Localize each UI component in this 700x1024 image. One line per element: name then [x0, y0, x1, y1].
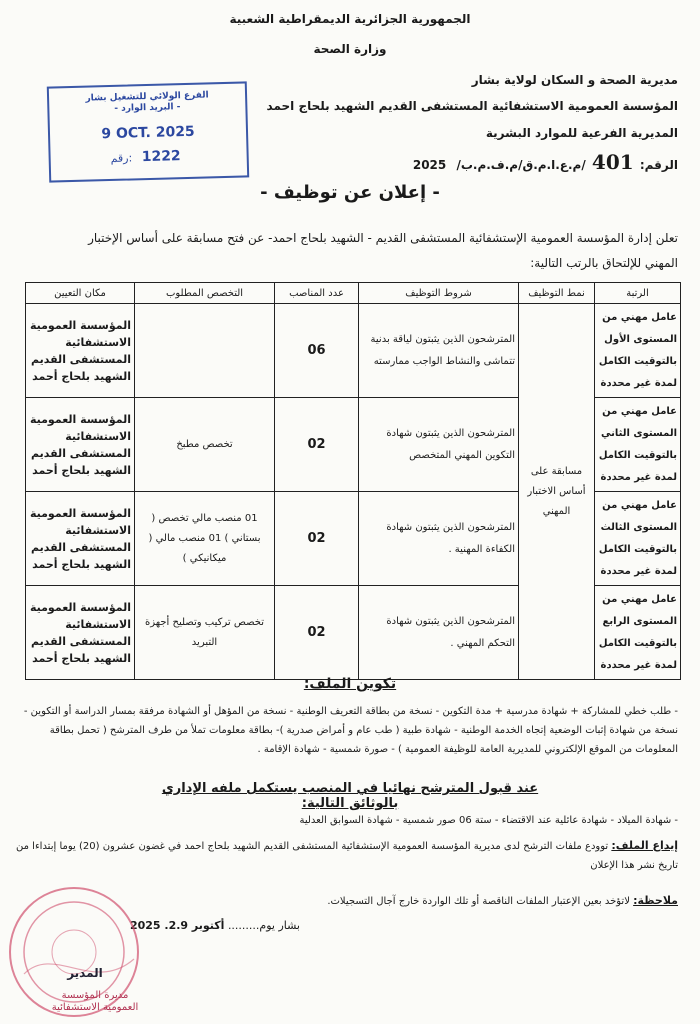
note-text: لاتؤخد بعين الإعتبار الملفات الناقصة أو تلك الواردة خارج آجال التسجيلات.	[327, 896, 630, 907]
specialty-cell: تخصص مطبخ	[135, 398, 275, 492]
header-specialty: التخصص المطلوب	[135, 283, 275, 304]
stamp-date: 9 OCT. 2025	[101, 123, 195, 143]
count-cell: 02	[275, 398, 359, 492]
sub-directorate-line: المديرية الفرعية للموارد البشرية	[485, 126, 678, 140]
intro-line-1: تعلن إدارة المؤسسة العمومية الإستشفائية المستشفى القديم - الشهيد بلحاج احمد- عن فتح مسابقة على أساس الإختبار	[88, 231, 678, 245]
table-header-row	[26, 283, 681, 304]
signature-date-line	[120, 919, 300, 932]
place-cell: المؤسسة العمومية الاستشفائية المستشفى القديم الشهيد بلحاج أحمد	[26, 492, 135, 586]
republic-heading: الجمهورية الجزائرية الديمقراطية الشعبية	[229, 12, 471, 26]
note-label: ملاحظة:	[633, 894, 678, 907]
directorate-line: مديرية الصحة و السكان لولاية بشار	[471, 73, 678, 87]
rank-cell: عامل مهني من المستوى الرابع بالتوقيت الكامل لمدة غير محددة	[595, 586, 681, 680]
ministry-heading: وزارة الصحة	[313, 42, 387, 56]
final-documents-text: - شهادة الميلاد - شهادة عائلية عند الاقتضاء - ستة 06 صور شمسية - شهادة السوابق العدلية	[299, 815, 678, 826]
place-cell: المؤسسة العمومية الاستشفائية المستشفى القديم الشهيد بلحاج أحمد	[26, 586, 135, 680]
institution-line: المؤسسة العمومية الاستشفائية المستشفى القديم الشهيد بلحاج احمد	[266, 99, 678, 113]
conditions-cell: المترشحون الذين يثبتون شهادة التكوين المهني المتخصص	[359, 398, 519, 492]
count-cell: 02	[275, 492, 359, 586]
received-mail-stamp	[47, 81, 249, 182]
specialty-cell: 01 منصب مالي تخصص ( بستاني ) 01 منصب مالي ( ميكانيكي )	[135, 492, 275, 586]
signature-place: بشار يوم.........	[227, 919, 300, 932]
conditions-cell: المترشحون الذين يثبتون لياقة بدنية تتماشى والنشاط الواجب ممارسته	[359, 304, 519, 398]
stamp-line-2: - البريد الوارد -	[114, 102, 181, 114]
reference-year: 2025	[412, 158, 447, 172]
specialty-cell	[135, 304, 275, 398]
stamp-line-1: الفرع الولائي للتشغيل بشار	[85, 90, 209, 104]
header-mode: نمط التوظيف	[519, 283, 595, 304]
header-rank: الرتبة	[595, 283, 681, 304]
signer-label: المدير	[67, 966, 103, 980]
header-conditions: شروط التوظيف	[359, 283, 519, 304]
stamp-number: 1222	[141, 148, 181, 166]
table-row	[26, 304, 681, 398]
rank-cell: عامل مهني من المستوى الثالث بالتوقيت الكامل لمدة غير محددة	[595, 492, 681, 586]
conditions-cell: المترشحون الذين يثبتون شهادة التحكم المهني .	[359, 586, 519, 680]
file-heading: تكوين الملف:	[303, 676, 397, 692]
signature-date: 2025 .أكتوبر 2.9	[129, 919, 225, 932]
reference-number: 401	[591, 150, 634, 174]
place-cell: المؤسسة العمومية الاستشفائية المستشفى القديم الشهيد بلحاج أحمد	[26, 304, 135, 398]
stamp-number-row	[50, 146, 246, 167]
file-documents-text: - طلب خطي للمشاركة + شهادة مدرسية + مدة التكوين - نسخة من بطاقة التعريف الوطنية - نسخة من المؤهل أو الشهادة مرفقة بمسار الدراسة أو التكوين - نسخة من شهادة إثبات الوضعية إتجاه الخدمة الوطنية - شهادة طبية ( طب عام و أمراض صدرية )- بطاقة معلومات تملأ من طرف المترشح ( تحمل بطاقة المعلومات من الموقع الإلكتروني للمديرية العامة للوظيفة العمومية ) - صورة شمسية - شهادة الإقامة .	[23, 706, 678, 755]
positions-table	[25, 282, 681, 680]
conditions-cell: المترشحون الذين يثبتون شهادة الكفاءة المهنية .	[359, 492, 519, 586]
final-documents-heading: عند قبول المترشح نهائيا في المنصب يستكمل ملفه الإداري بالوثائق التالية:	[161, 781, 539, 811]
count-cell: 06	[275, 304, 359, 398]
page-title: - إعلان عن توظيف -	[260, 182, 440, 203]
header-count: عدد المناصب	[275, 283, 359, 304]
seal-text: مديرة المؤسسة العمومية الاستشفائية	[51, 990, 139, 1013]
header-place: مكان التعيين	[26, 283, 135, 304]
mode-cell: مسابقة على أساس الاختبار المهني	[519, 304, 595, 680]
reference-label: الرقم:	[639, 158, 678, 172]
deposit-paragraph	[13, 836, 678, 875]
rank-cell: عامل مهني من المستوى الأول بالتوقيت الكامل لمدة غير محددة	[595, 304, 681, 398]
rank-cell: عامل مهني من المستوى الثاني بالتوقيت الكامل لمدة غير محددة	[595, 398, 681, 492]
deposit-label: إيداع الملف:	[611, 839, 678, 852]
deposit-text: توودع ملفات الترشح لدى مديرية المؤسسة العمومية الإستشفائية المستشفى القديم الشهيد بلحاج احمد في غضون عشرون (20) يوما إبتداءا من تاريخ نشر هذا الإعلان	[16, 841, 678, 871]
stamp-number-label: رقم:	[110, 151, 133, 165]
reference-codes: /م.ع.ا.م.ق/م.ف.م.ب/	[456, 158, 586, 172]
specialty-cell: تخصص تركيب وتصليح أجهزة التبريد	[135, 586, 275, 680]
place-cell: المؤسسة العمومية الاستشفائية المستشفى القديم الشهيد بلحاج أحمد	[26, 398, 135, 492]
reference-line	[218, 150, 678, 174]
intro-line-2: المهني للإلتحاق بالرتب التالية:	[530, 256, 678, 270]
count-cell: 02	[275, 586, 359, 680]
